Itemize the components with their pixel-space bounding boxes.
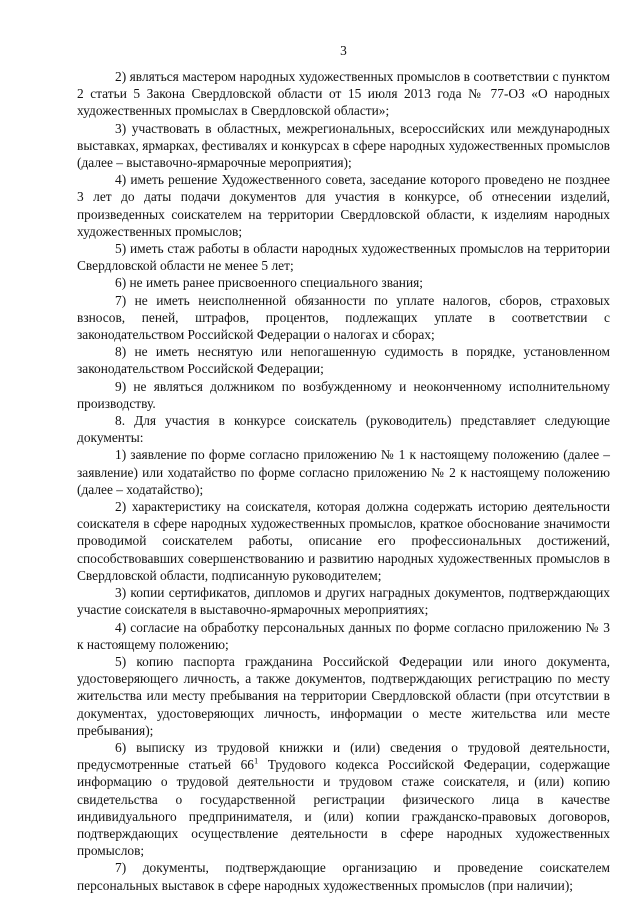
doc-3-certificates: 3) копии сертификатов, дипломов и других наградных документов, подтверждающих участие соискателя в выставочно-ярмарочных мероприятиях; (77, 585, 610, 618)
paragraph-5-experience: 5) иметь стаж работы в области народных художественных промыслов на территории Свердловской области не менее 5 лет; (77, 241, 610, 274)
doc-4-consent: 4) согласие на обработку персональных данных по форме согласно приложению № 3 к настоящему положению; (77, 619, 610, 652)
doc-6-text-end: Трудового кодекса Российской Федерации, содержащие информацию о трудовой деятельности и трудовом стаже соискателя, и (или) копию свидетельства о государственной регистрации физического лица в качестве индивидуального предпринимателя, и (или) копии гражданско-правовых договоров, подтверждающих осуществление деятельности в сфере народных художественных промыслов; (77, 757, 610, 859)
paragraph-9-debtor: 9) не являться должником по возбужденному и неоконченному исполнительному производству. (77, 378, 610, 411)
paragraph-2-master: 2) являться мастером народных художественных промыслов в соответствии с пунктом 2 статьи 5 Закона Свердловской области от 15 июля 2013 года № 77-ОЗ «О народных художественных промыслах в Свердловской области»; (77, 69, 610, 119)
page-number: 3 (340, 43, 347, 58)
doc-6-text-start: 6) выписку из трудовой книжки и (или) сведения о трудовой деятельности, предусмотренные статьей 66 (77, 739, 610, 773)
paragraph-6-no-title: 6) не иметь ранее присвоенного специального звания; (115, 275, 424, 291)
doc-1-application: 1) заявление по форме согласно приложению № 1 к настоящему положению (далее – заявление) или ходатайство по форме согласно приложению № 2 к настоящему положению (далее – ходатайство); (77, 447, 610, 497)
doc-2-characteristic: 2) характеристику на соискателя, которая должна содержать историю деятельности соискателя в сфере народных художественных промыслов, краткое обоснование значимости проводимой соискателем работы, описание его профессиональных достижений, способствовавших совершенствованию и развитию народных художественных промыслов в Свердловской области, подписанную руководителем; (77, 499, 610, 583)
doc-7-personal-exhibitions: 7) документы, подтверждающие организацию и проведение соискателем персональных выставок в сфере народных художественных промыслов (при наличии); (77, 860, 610, 893)
paragraph-8-conviction: 8) не иметь неснятую или непогашенную судимость в порядке, установленном законодательством Российской Федерации; (77, 344, 610, 377)
section-8-documents: 8. Для участия в конкурсе соискатель (руководитель) представляет следующие документы: (77, 413, 610, 446)
doc-6-employment-record (77, 739, 610, 859)
doc-6-superscript: 1 (253, 755, 259, 766)
doc-5-passport: 5) копию паспорта гражданина Российской Федерации или иного документа, удостоверяющего личность, а также документов, подтверждающих регистрацию по месту жительства или месту пребывания на территории Свердловской области (при отсутствии в документах, удостоверяющих личность, информации о месте жительства или месте пребывания); (77, 653, 610, 738)
paragraph-3-exhibitions: 3) участвовать в областных, межрегиональных, всероссийских или международных выставках, ярмарках, фестивалях и конкурсах в сфере народных художественных промыслов (далее – выставочно-ярмарочные мероприятия); (77, 120, 610, 171)
paragraph-7-taxes: 7) не иметь неисполненной обязанности по уплате налогов, сборов, страховых взносов, пеней, штрафов, процентов, подлежащих уплате в соответствии с законодательством Российской Федерации о налогах и сборах; (77, 292, 610, 343)
paragraph-4-art-council: 4) иметь решение Художественного совета, заседание которого проведено не позднее 3 лет до даты подачи документов для участия в конкурсе, об отнесении изделий, произведенных соискателем на территории Свердловской области, к изделиям народных художественных промыслов; (77, 172, 610, 239)
